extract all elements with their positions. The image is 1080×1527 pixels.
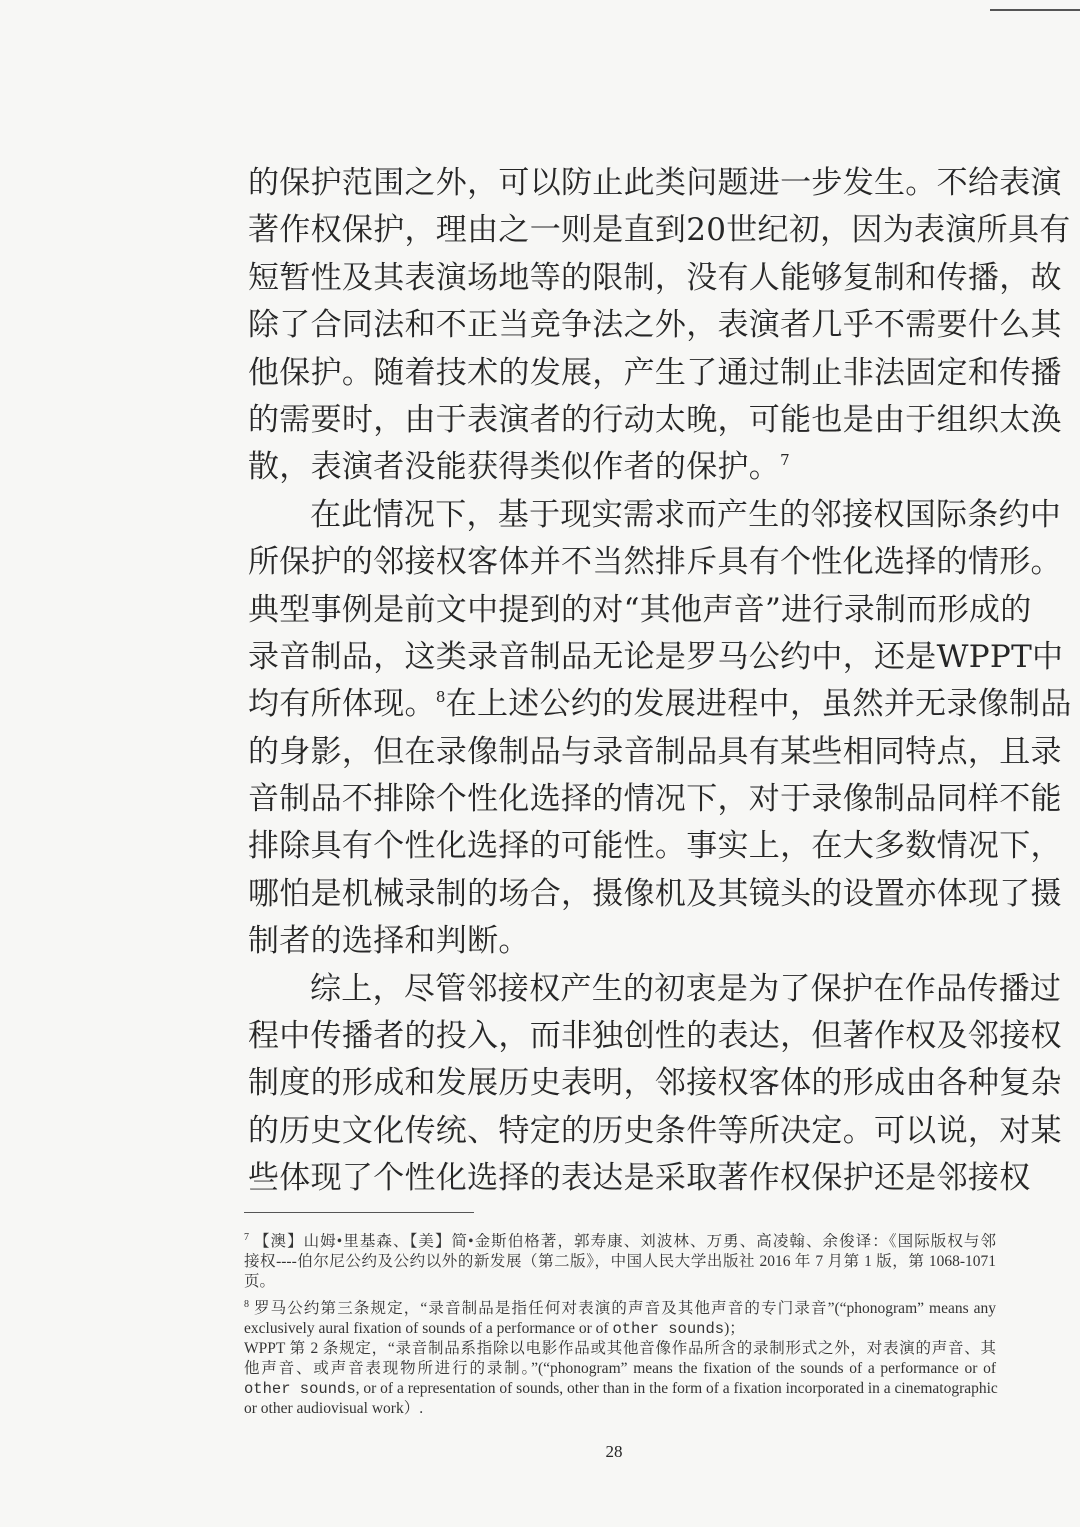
- footnote-text: 【澳】山姆•里基森、【美】简•金斯伯格著，郭寿康、刘波林、万勇、高凌翰、余俊译：《国际版权与邻: [253, 1233, 997, 1250]
- footnote-text: )；: [724, 1320, 745, 1337]
- text-span: 散，表演者没能获得类似作者的保护。: [248, 449, 781, 486]
- footnote-text: 罗马公约第三条规定，“录音制品是指任何对表演的声音及其他声音的专门录音”(“phonogram” means any: [254, 1300, 996, 1317]
- text-line: 音制品不排除个性化选择的情况下，对于录像制品同样不能: [248, 781, 1062, 818]
- footnote-7-line: 接权----伯尔尼公约及公约以外的新发展（第二版》，中国人民大学出版社 2016 年 7 月第 1 版，第 1068-1071: [244, 1253, 996, 1270]
- page-number: 28: [605, 1442, 623, 1461]
- footnote-ref-7[interactable]: 7: [780, 451, 790, 470]
- text-line: 除了合同法和不正当竞争法之外，表演者几乎不需要什么其: [248, 307, 1062, 344]
- text-line: 的历史文化传统、特定的历史条件等所决定。可以说，对某: [248, 1112, 1062, 1149]
- footnote-code-text: other sounds: [612, 1320, 725, 1338]
- text-line: 的保护范围之外，可以防止此类问题进一步发生。不给表演: [248, 165, 1062, 201]
- footnote-text: exclusively aural fixation of sounds of a performance or of: [244, 1320, 613, 1337]
- footnote-ref-8[interactable]: 8: [435, 688, 446, 707]
- footnote-8-line: or other audiovisual work）.: [244, 1400, 424, 1417]
- footnote-8-line: [244, 1379, 996, 1399]
- footnote-text: , or of a representation of sounds, other than in the form of a fixation incorporated in a cinematographic: [355, 1380, 998, 1397]
- text-line: 的需要时，由于表演者的行动太晚，可能也是由于组织太涣: [248, 401, 1062, 438]
- text-line: 的身影，但在录像制品与录音制品具有某些相同特点，且录: [248, 733, 1062, 770]
- text-line: 著作权保护，理由之一则是直到20世纪初，因为表演所具有: [248, 212, 1071, 249]
- text-line: 典型事例是前文中提到的对“其他声音”进行录制而形成的: [248, 591, 1032, 628]
- scan-edge-line: [990, 9, 1080, 11]
- text-line: 录音制品，这类录音制品无论是罗马公约中，还是WPPT中: [248, 638, 1064, 675]
- footnote-8-line: 他声音、或声音表现物所进行的录制。”(“phonogram” means the fixation of the sounds of a performance or of: [244, 1360, 996, 1377]
- text-line: 排除具有个性化选择的可能性。事实上，在大多数情况下，: [248, 828, 1062, 865]
- text-line: 制度的形成和发展历史表明，邻接权客体的形成由各种复杂: [248, 1065, 1062, 1102]
- text-line: 哪怕是机械录制的场合，摄像机及其镜头的设置亦体现了摄: [248, 875, 1062, 912]
- footnote-7-line: [244, 1232, 996, 1252]
- footnote-code-text: other sounds: [244, 1380, 356, 1398]
- text-line: [248, 444, 1006, 491]
- footnote-8-line: [244, 1299, 996, 1319]
- text-line: 所保护的邻接权客体并不当然排斥具有个性化选择的情形。: [248, 544, 1062, 581]
- footnote-8-line: WPPT 第 2 条规定，“录音制品系指除以电影作品或其他音像作品所含的录制形式之外，对表演的声音、其: [244, 1340, 996, 1357]
- text-line: 制者的选择和判断。: [248, 923, 530, 960]
- footnote-separator: [244, 1212, 474, 1213]
- footnote-7-line: 页。: [244, 1273, 276, 1290]
- text-span: 均有所体现。: [248, 686, 436, 723]
- text-line: [248, 681, 1072, 728]
- text-line: 短暂性及其表演场地等的限制，没有人能够复制和传播，故: [248, 259, 1062, 296]
- footnote-mark: 7: [244, 1232, 249, 1243]
- text-span: 在上述公约的发展进程中，虽然并无录像制品: [445, 686, 1072, 723]
- text-line: 综上，尽管邻接权产生的初衷是为了保护在作品传播过: [310, 970, 1062, 1007]
- footnotes: [244, 1232, 996, 1419]
- footnote-8-line: [244, 1319, 996, 1339]
- footnote-mark: 8: [244, 1299, 249, 1310]
- text-line: 些体现了个性化选择的表达是采取著作权保护还是邻接权: [248, 1160, 1031, 1197]
- text-line: 他保护。随着技术的发展，产生了通过制止非法固定和传播: [248, 354, 1062, 391]
- body-text: [248, 160, 1072, 1203]
- text-line: 程中传播者的投入，而非独创性的表达，但著作权及邻接权: [248, 1018, 1062, 1055]
- text-line: 在此情况下，基于现实需求而产生的邻接权国际条约中: [310, 496, 1062, 533]
